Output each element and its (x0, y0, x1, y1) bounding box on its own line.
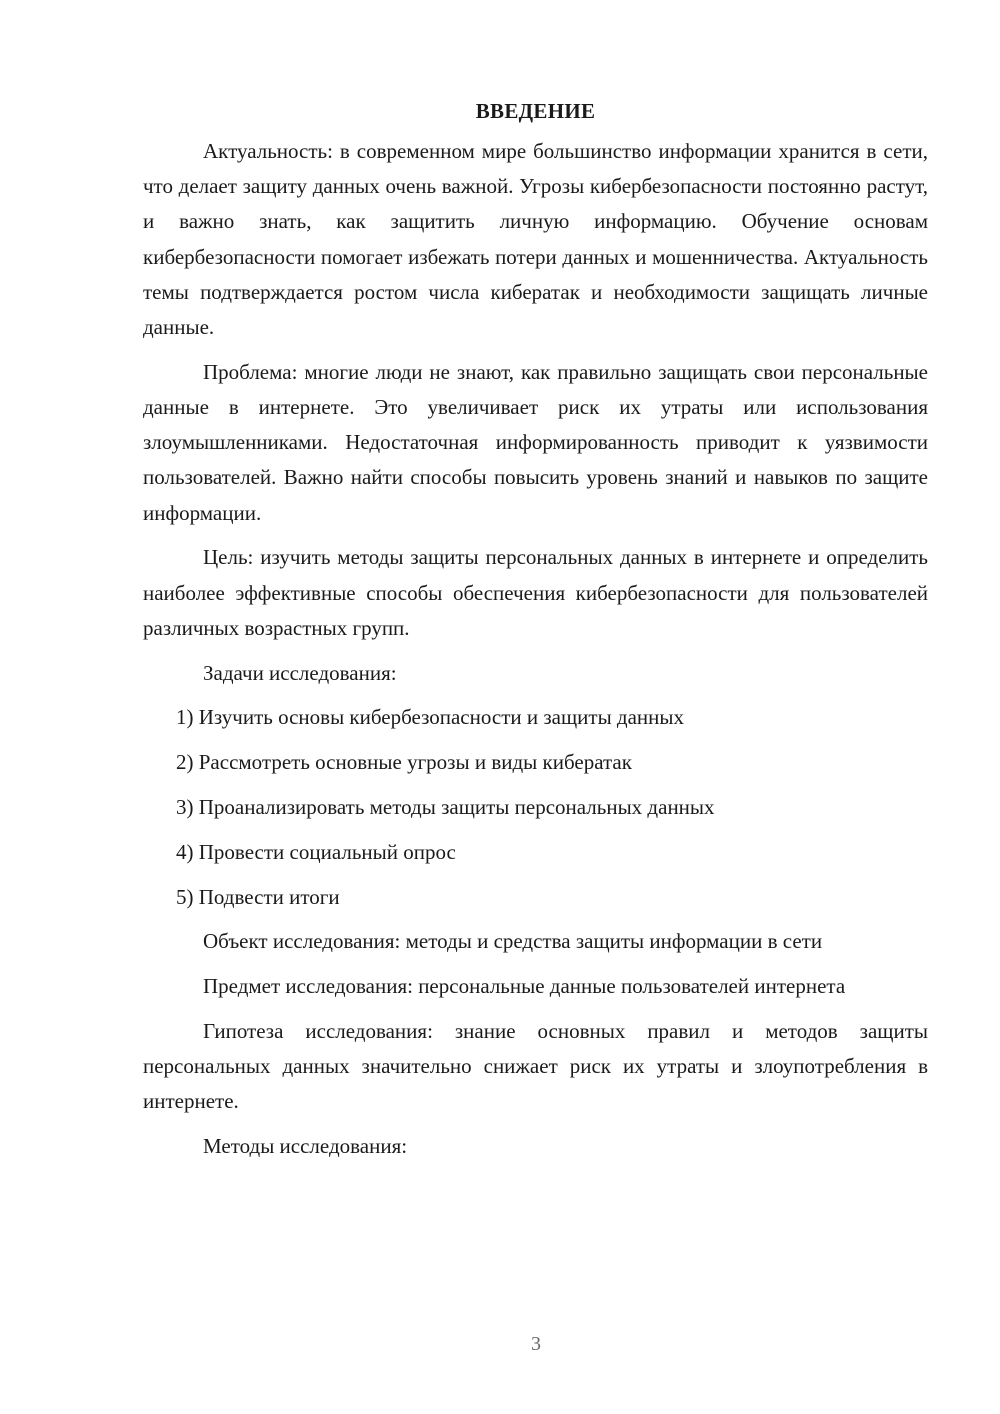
relevance-paragraph: Актуальность: в современном мире большинство информации хранится в сети, что делает защиту данных очень важной. Угрозы кибербезопасности постоянно растут, и важно знать, как защитить личную информацию. Обучение основам кибербезопасности помогает избежать потери данных и мошенничества. Актуальность темы подтверждается ростом числа кибератак и необходимости защищать личные данные. (143, 139, 928, 340)
task-item: 2) Рассмотреть основные угрозы и виды кибератак (176, 750, 632, 775)
tasks-title: Задачи исследования: (203, 660, 397, 685)
task-item: 4) Провести социальный опрос (176, 839, 456, 864)
problem-paragraph: Проблема: многие люди не знают, как правильно защищать свои персональные данные в интернете. Это увеличивает риск их утраты или использования злоумышленниками. Недостаточная информированность приводит к уязвимости пользователей. Важно найти способы повысить уровень знаний и навыков по защите информации. (143, 359, 928, 525)
methods-title: Методы исследования: (203, 1134, 408, 1159)
subject-paragraph: Предмет исследования: персональные данные пользователей интернета (203, 974, 846, 999)
task-item: 5) Подвести итоги (176, 884, 340, 909)
page-number: 3 (531, 1333, 541, 1355)
goal-paragraph: Цель: изучить методы защиты персональных данных в интернете и определить наиболее эффективные способы обеспечения кибербезопасности для пользователей различных возрастных групп. (143, 545, 928, 640)
object-paragraph: Объект исследования: методы и средства защиты информации в сети (203, 929, 823, 954)
task-item: 3) Проанализировать методы защиты персональных данных (176, 795, 715, 820)
task-item: 1) Изучить основы кибербезопасности и защиты данных (176, 705, 685, 730)
document-page (143, 96, 928, 1174)
section-heading: ВВЕДЕНИЕ (475, 99, 596, 123)
hypothesis-paragraph: Гипотеза исследования: знание основных правил и методов защиты персональных данных значительно снижает риск их утраты и злоупотребления в интернете. (143, 1019, 928, 1114)
